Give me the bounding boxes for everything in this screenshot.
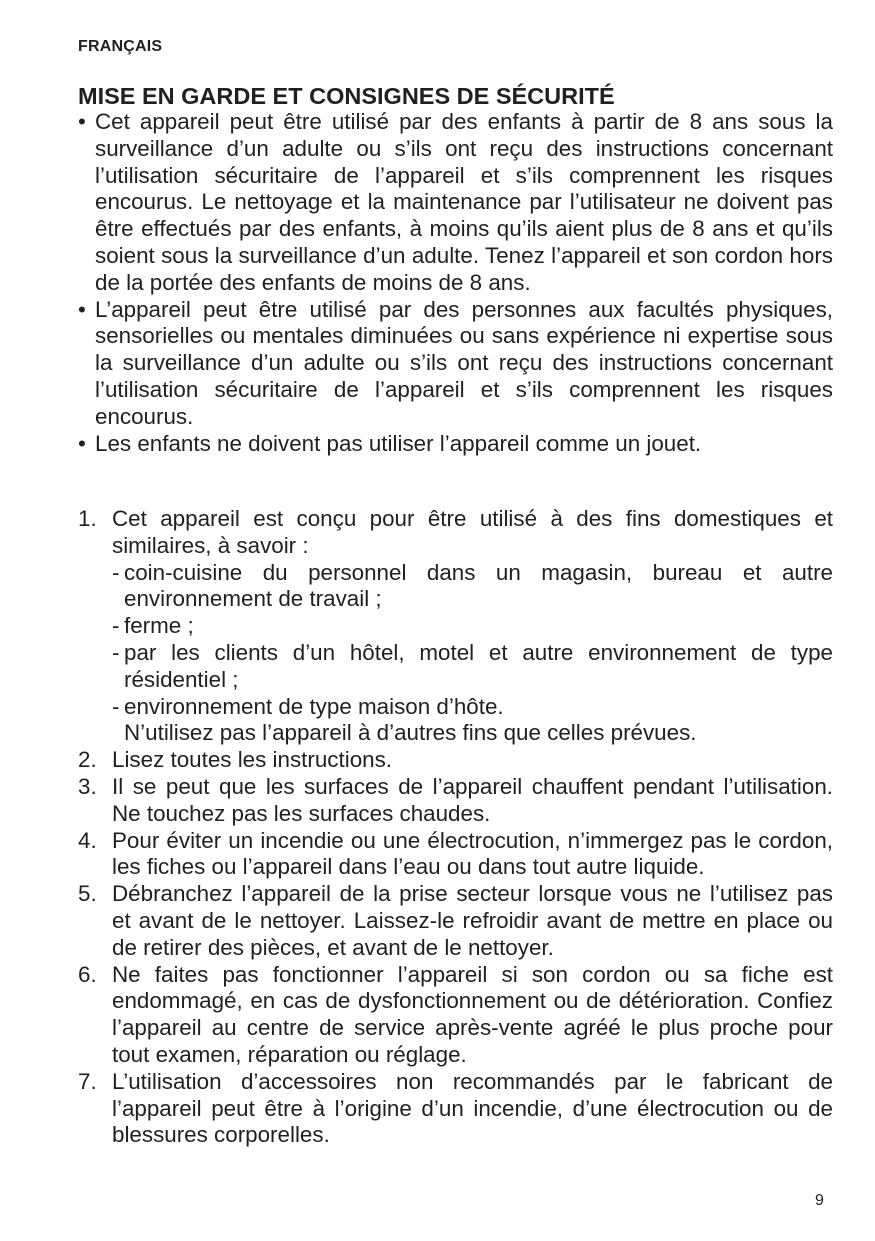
item-number: 2. <box>78 747 97 773</box>
instruction-text: Ne faites pas fonctionner l’appareil si son cordon ou sa fiche est endommagé, en cas de dysfonctionnement ou de détérioration. Confiez l’appareil au centre de service après-vente agréé le plus proche pour tout examen, réparation ou réglage. <box>112 961 833 1067</box>
instructions-list <box>78 506 833 1149</box>
item-number: 4. <box>78 827 97 853</box>
instruction-item <box>78 774 833 828</box>
sublist-item <box>112 640 833 694</box>
instruction-item <box>78 747 833 774</box>
instruction-text: Lisez toutes les instructions. <box>112 747 393 773</box>
bullet-icon: • <box>78 109 86 134</box>
sublist-text: coin-cuisine du personnel dans un magasin, bureau et autre environnement de travail ; <box>124 559 833 612</box>
usage-sublist <box>112 560 833 721</box>
bullet-item <box>78 431 833 458</box>
bullet-item <box>78 109 833 297</box>
language-header: FRANÇAIS <box>78 38 163 55</box>
instruction-text: Pour éviter un incendie ou une électrocution, n’immergez pas le cordon, les fiches ou l’appareil dans l’eau ou dans tout autre liquide. <box>112 827 833 880</box>
bullet-text: L’appareil peut être utilisé par des personnes aux facultés physiques, sensorielles ou mentales diminuées ou sans expérience ni expertise sous la surveillance d’un adulte ou s’ils ont reçu des instructions concernant l’utilisation sécuritaire de l’appareil et s’ils comprennent les risques encourus. <box>95 296 833 429</box>
instruction-item <box>78 828 833 882</box>
sublist-text: ferme ; <box>124 613 194 639</box>
instruction-item-1 <box>78 506 833 747</box>
instruction-item <box>78 881 833 961</box>
item-number: 5. <box>78 881 97 907</box>
bullet-icon: • <box>78 430 86 456</box>
instruction-text: Débranchez l’appareil de la prise secteur lorsque vous ne l’utilisez pas et avant de le nettoyer. Laissez-le refroidir avant de mettre en place ou de retirer des pièces, et avant de le nettoyer. <box>112 881 833 960</box>
item-number: 6. <box>78 961 97 987</box>
instruction-item <box>78 962 833 1069</box>
bullet-text: Les enfants ne doivent pas utiliser l’appareil comme un jouet. <box>95 430 702 456</box>
dash-mark: - <box>112 613 120 639</box>
safety-bullet-list <box>78 109 833 457</box>
item-number: 1. <box>78 506 97 531</box>
bullet-item <box>78 297 833 431</box>
section-title: MISE EN GARDE ET CONSIGNES DE SÉCURITÉ <box>78 83 615 109</box>
instruction-note: N’utilisez pas l’appareil à d’autres fins que celles prévues. <box>124 720 697 746</box>
sublist-text: environnement de type maison d’hôte. <box>124 693 504 719</box>
item-number: 3. <box>78 773 97 799</box>
instruction-text: L’utilisation d’accessoires non recommandés par le fabricant de l’appareil peut être à l’origine d’un incendie, d’une électrocution ou de blessures corporelles. <box>112 1068 833 1148</box>
page-number: 9 <box>815 1192 824 1209</box>
sublist-text: par les clients d’un hôtel, motel et autre environnement de type résidentiel ; <box>124 639 833 692</box>
instruction-intro: Cet appareil est conçu pour être utilisé à des fins domestiques et similaires, à savoir : <box>112 506 833 558</box>
instruction-item <box>78 1069 833 1149</box>
item-number: 7. <box>78 1068 97 1094</box>
sublist-item <box>112 560 833 614</box>
dash-mark: - <box>112 693 120 719</box>
dash-mark: - <box>112 559 120 585</box>
bullet-icon: • <box>78 296 86 322</box>
sublist-item <box>112 613 833 640</box>
sublist-item <box>112 694 833 721</box>
instruction-text: Il se peut que les surfaces de l’appareil chauffent pendant l’utilisation. Ne touchez pas les surfaces chaudes. <box>112 773 833 826</box>
bullet-text: Cet appareil peut être utilisé par des enfants à partir de 8 ans sous la surveillance d’un adulte ou s’ils ont reçu des instructions concernant l’utilisation sécuritaire de l’appareil et s’ils comprennent les risques encourus. Le nettoyage et la maintenance par l’utilisateur ne doivent pas être effectués par des enfants, à moins qu’ils aient plus de 8 ans et qu’ils soient sous la surveillance d’un adulte. Tenez l’appareil et son cordon hors de la portée des enfants de moins de 8 ans. <box>95 109 833 295</box>
dash-mark: - <box>112 639 120 665</box>
